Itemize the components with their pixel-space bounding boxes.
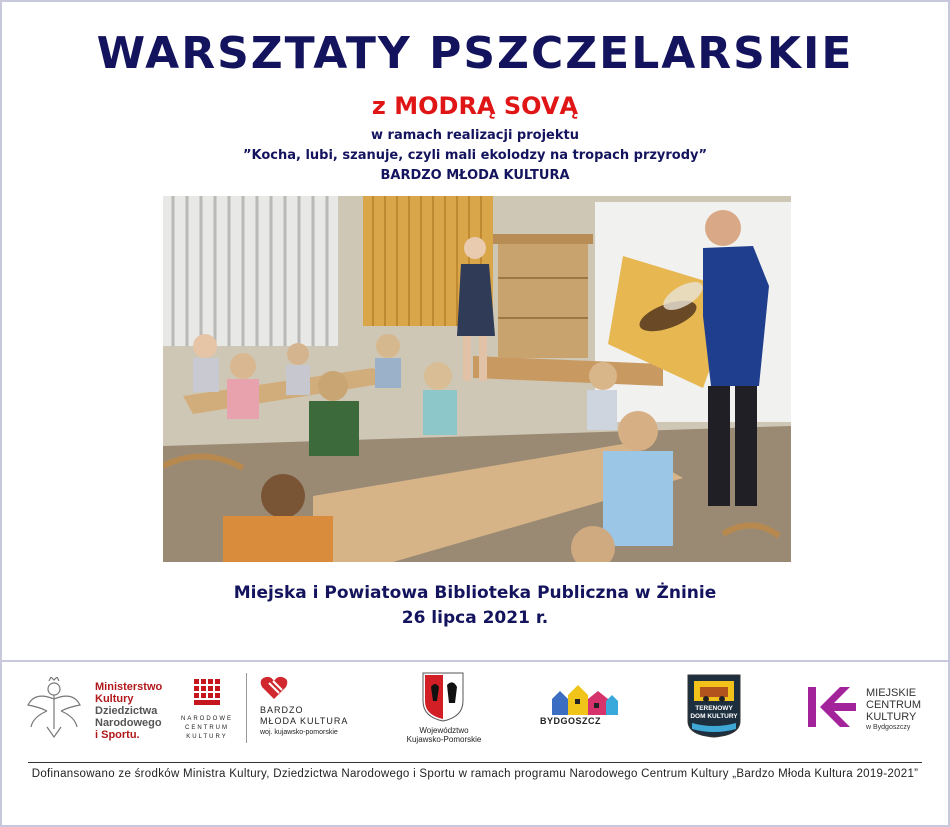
mck-logo-text: MIEJSKIE CENTRUM KULTURY w Bydgoszczy [866, 687, 921, 731]
voivodeship-logo-text: Województwo Kujawsko-Pomorskie [406, 726, 482, 744]
nck-logo-text: NARODOWE CENTRUM KULTURY [181, 716, 233, 740]
event-date: 26 lipca 2021 r. [401, 608, 549, 628]
event-place: Miejska i Powiatowa Biblioteka Publiczna w Żninie [233, 583, 717, 603]
tdk-logo-text: TERENOWY DOM KULTURY [690, 705, 738, 720]
program-name: BARDZO MŁODA KULTURA [380, 168, 570, 183]
polish-eagle-icon [25, 677, 83, 743]
bmk-logo-text: BARDZO MŁODA KULTURA woj. kujawsko-pomorskie [260, 705, 349, 736]
mck-arrow-icon [806, 685, 856, 733]
sponsor-logos [0, 665, 950, 755]
bmk-heart-icon [260, 675, 288, 705]
project-intro: w ramach realizacji projektu [371, 128, 579, 143]
section-divider [2, 660, 948, 662]
bydgoszcz-logo-text: BYDGOSZCZ [540, 716, 602, 726]
footer-rule [28, 762, 922, 763]
logo-divider [246, 673, 247, 743]
workshop-photo [163, 196, 791, 562]
bydgoszcz-houses-icon [548, 685, 620, 719]
page-subtitle: z MODRĄ SOVĄ [371, 92, 579, 120]
page-title: WARSZTATY PSZCZELARSKIE [96, 28, 854, 79]
project-name: ”Kocha, lubi, szanuje, czyli mali ekolodzy na tropach przyrody” [242, 148, 708, 163]
nck-logo-icon [192, 677, 222, 711]
ministry-logo-text: Ministerstwo Kultury Dziedzictwa Narodowego i Sportu. [95, 681, 163, 741]
voivodeship-crest-icon [421, 671, 465, 727]
funding-note: Dofinansowano ze środków Ministra Kultury, Dziedzictwa Narodowego i Sportu w ramach programu Narodowego Centrum Kultury „Bardzo Młoda Kultura 2019-2021” [31, 768, 919, 780]
